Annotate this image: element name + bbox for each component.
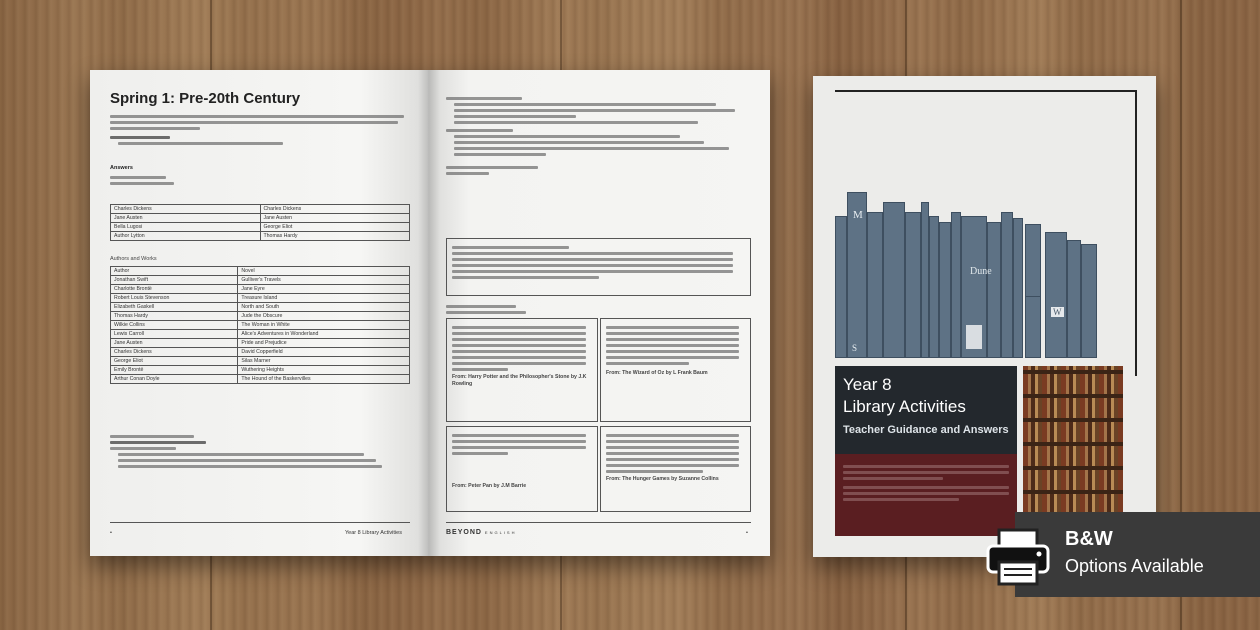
first-lines-heading — [446, 302, 546, 317]
week-label — [110, 173, 190, 188]
table-cell: Elizabeth Gaskell — [111, 303, 238, 312]
book-spine — [867, 212, 883, 358]
table-cell: Lewis Carroll — [111, 330, 238, 339]
table-row — [111, 375, 410, 384]
table-cell: Emily Brontë — [111, 366, 238, 375]
excerpt-box-1 — [446, 318, 598, 422]
book-spine — [951, 212, 961, 358]
footer-title: Year 8 Library Activities — [345, 530, 402, 536]
book-spine — [1081, 244, 1097, 358]
table-row — [111, 357, 410, 366]
spine-title: Dune — [970, 266, 992, 277]
booklet-crease — [418, 70, 440, 556]
table-cell: Charles Dickens — [260, 205, 410, 214]
table-row — [111, 312, 410, 321]
book-spine — [929, 216, 939, 358]
table-cell: George Eliot — [111, 357, 238, 366]
table-cell: North and South — [238, 303, 410, 312]
table-cell: Arthur Conan Doyle — [111, 375, 238, 384]
table-row — [111, 348, 410, 357]
excerpt-source: From: The Wizard of Oz by L Frank Baum — [606, 370, 708, 376]
table-row — [111, 214, 410, 223]
badge-title: B&W — [1065, 528, 1113, 550]
authors-table — [110, 204, 410, 241]
right-page — [428, 70, 770, 556]
cover-title: Library Activities — [843, 397, 966, 416]
book-spine — [1001, 212, 1013, 358]
table-row — [111, 205, 410, 214]
page-number-right: • — [746, 530, 748, 536]
description-lines — [843, 462, 1009, 504]
open-booklet — [90, 70, 770, 556]
table-cell: David Copperfield — [238, 348, 410, 357]
printer-icon — [985, 528, 1051, 586]
badge-subtitle: Options Available — [1065, 556, 1204, 576]
excerpt-source: From: Peter Pan by J.M Barrie — [452, 483, 527, 489]
booklet-cover — [813, 76, 1156, 557]
book-spine — [939, 222, 951, 358]
intro-text — [110, 112, 410, 148]
table-row — [111, 330, 410, 339]
table-row — [111, 223, 410, 232]
table-cell: Charles Dickens — [111, 348, 238, 357]
excerpt-source: From: The Hunger Games by Suzanne Collins — [606, 476, 719, 482]
table-cell: The Hound of the Baskervilles — [238, 375, 410, 384]
table-cell: Jane Austen — [111, 214, 261, 223]
book-spine — [835, 216, 847, 358]
brand-sub: ENGLISH — [484, 530, 517, 535]
table-cell: The Woman in White — [238, 321, 410, 330]
table-cell: Thomas Hardy — [260, 232, 410, 241]
authors-works-table-body — [111, 267, 410, 384]
table-row — [111, 366, 410, 375]
table-cell: Charlotte Brontë — [111, 285, 238, 294]
table-cell: Jane Eyre — [238, 285, 410, 294]
spine-label — [966, 325, 982, 349]
table-row — [111, 267, 410, 276]
excerpt-box-4 — [600, 426, 751, 512]
table-row — [111, 285, 410, 294]
table-cell: Pride and Prejudice — [238, 339, 410, 348]
table-row — [111, 232, 410, 241]
footer-rule — [110, 522, 410, 523]
authors-table-body — [111, 205, 410, 241]
excerpt-source: From: Harry Potter and the Philosopher's Stone by J.K Rowling — [452, 374, 587, 387]
spine-letter: M — [853, 209, 863, 221]
table-cell: Jonathan Swift — [111, 276, 238, 285]
table-row — [111, 321, 410, 330]
book-spine — [1067, 240, 1081, 358]
cover-year: Year 8 — [843, 375, 892, 394]
authors-works-table — [110, 266, 410, 384]
book-spine — [961, 216, 987, 358]
table-row — [111, 303, 410, 312]
excerpt-box-3 — [446, 426, 598, 512]
book-spine — [847, 192, 867, 358]
book-spine — [1045, 232, 1067, 358]
table-cell: Wilkie Collins — [111, 321, 238, 330]
table-cell: Author Lytton — [111, 232, 261, 241]
book-spine — [987, 222, 1001, 358]
table-cell: Alice's Adventures in Wonderland — [238, 330, 410, 339]
table-cell: Silas Marner — [238, 357, 410, 366]
spine-letter: W — [1053, 307, 1062, 317]
research-notes — [110, 432, 410, 471]
cover-title-box — [835, 366, 1017, 454]
table-row — [111, 276, 410, 285]
answers-heading: Answers — [110, 165, 133, 171]
table-cell: Author — [111, 267, 238, 276]
book-spine — [883, 202, 905, 358]
brand-logo — [446, 529, 516, 536]
context-box — [446, 238, 751, 296]
spine-letter: S — [852, 343, 858, 353]
table-cell: Wuthering Heights — [238, 366, 410, 375]
table-cell: George Eliot — [260, 223, 410, 232]
bw-options-badge — [1015, 512, 1260, 597]
left-page — [90, 70, 428, 556]
cover-subtitle: Teacher Guidance and Answers — [843, 424, 1009, 436]
book-spine — [1013, 218, 1023, 358]
table-cell: Thomas Hardy — [111, 312, 238, 321]
bookshelf-photo — [1023, 366, 1123, 518]
table-cell: Bella Lugosi — [111, 223, 261, 232]
table-cell: Jane Austen — [111, 339, 238, 348]
authors-works-heading: Authors and Works — [110, 256, 157, 262]
book-spine — [1025, 296, 1041, 358]
table-row — [111, 339, 410, 348]
table-cell: Jude the Obscure — [238, 312, 410, 321]
brand-name: BEYOND — [446, 529, 482, 536]
table-cell: Jane Austen — [260, 214, 410, 223]
safety-list — [446, 94, 751, 178]
page-number-left: • — [110, 530, 112, 536]
table-row — [111, 294, 410, 303]
book-spine — [905, 212, 921, 358]
page-title: Spring 1: Pre-20th Century — [110, 90, 301, 107]
excerpt-box-2 — [600, 318, 751, 422]
table-cell: Gulliver's Travels — [238, 276, 410, 285]
table-cell: Treasure Island — [238, 294, 410, 303]
cover-description — [835, 454, 1017, 536]
table-cell: Robert Louis Stevenson — [111, 294, 238, 303]
table-cell: Novel — [238, 267, 410, 276]
footer-rule — [446, 522, 751, 523]
book-spine — [921, 202, 929, 358]
table-cell: Charles Dickens — [111, 205, 261, 214]
